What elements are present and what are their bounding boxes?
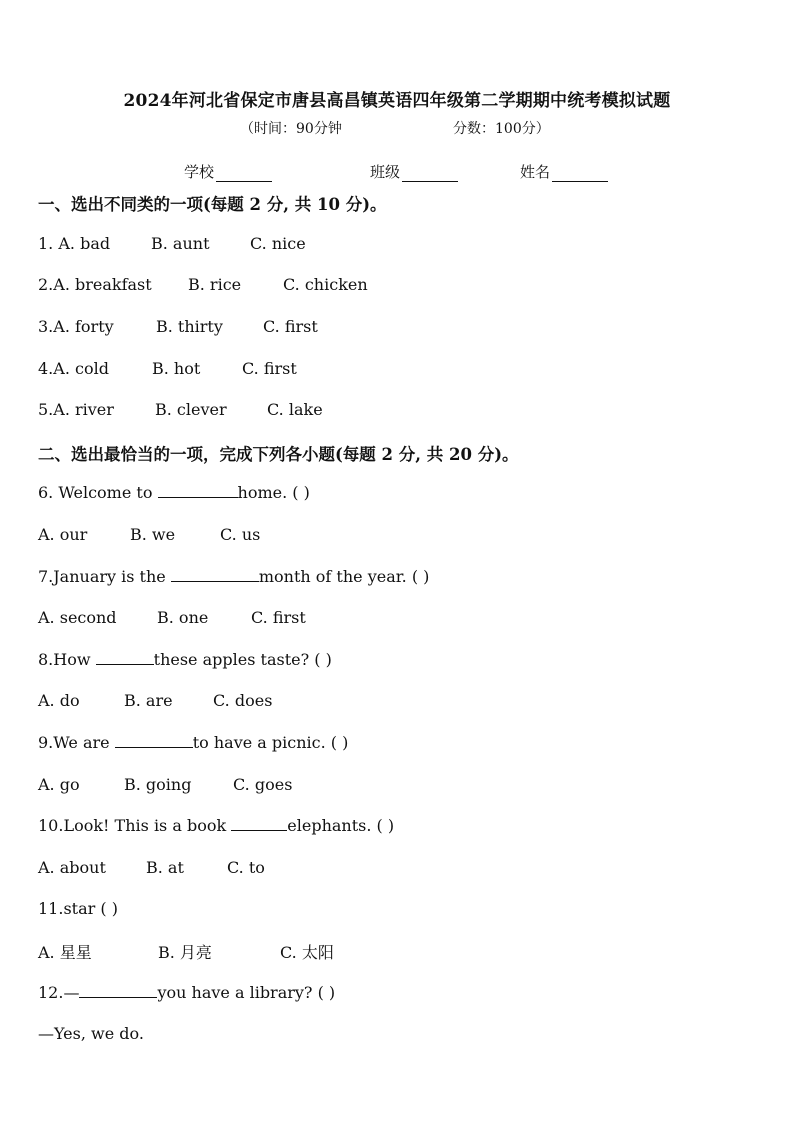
question-12-answer: —Yes, we do. [38,1024,144,1043]
question-8-b: B. are [124,691,173,710]
question-10-c: C. to [227,858,265,877]
question-2-b: B. rice [188,275,242,294]
question-6-c: C. us [220,525,261,544]
school-label: 学校 [184,163,215,181]
page-title: 2024年河北省保定市唐县高昌镇英语四年级第二学期期中统考模拟试题 [123,91,671,111]
question-7-post: month of the year. ( ) [258,567,430,586]
question-9-b: B. going [124,775,192,794]
question-5-b: B. clever [155,400,227,419]
exam-time: （时间：90分钟 [240,121,342,137]
question-7-c: C. first [251,608,306,627]
question-5-a: 5.A. river [38,400,114,419]
name-field [520,161,608,182]
question-9-pre: 9.We are [38,733,115,752]
question-4-b: B. hot [152,359,201,378]
class-field [370,161,458,182]
question-8-pre: 8.How [38,650,96,669]
question-9-stem [38,733,348,752]
class-label: 班级 [370,163,401,181]
section-2-title: 二、选出最恰当的一项，完成下列各小题(每题 2 分, 共 20 分)。 [38,445,519,464]
question-6-b: B. we [130,525,176,544]
question-10-blank [231,816,287,831]
question-6-post: home. ( ) [237,483,310,502]
class-blank [402,166,458,182]
school-field [184,161,272,182]
section-1-title: 一、选出不同类的一项(每题 2 分, 共 10 分)。 [38,195,387,214]
question-10-stem [38,816,394,835]
question-10-pre: 10.Look! This is a book [38,816,232,835]
question-9-a: A. go [38,775,80,794]
question-4-a: 4.A. cold [38,359,109,378]
question-6-blank [158,483,238,498]
question-7-a: A. second [38,608,117,627]
question-12-stem [38,983,335,1002]
question-3-a: 3.A. forty [38,317,114,336]
question-6-pre: 6. Welcome to [38,483,158,502]
question-3-c: C. first [263,317,318,336]
question-12-post: you have a library? ( ) [157,983,336,1002]
question-5-c: C. lake [267,400,323,419]
question-1-a: 1. A. bad [38,234,111,253]
question-8-a: A. do [38,691,80,710]
school-blank [216,166,272,182]
question-1-c: C. nice [250,234,306,253]
question-8-post: these apples taste? ( ) [153,650,332,669]
question-7-pre: 7.January is the [38,567,171,586]
name-label: 姓名 [520,163,551,181]
name-blank [552,166,608,182]
question-12-blank [79,983,157,998]
question-8-stem [38,650,332,669]
question-9-blank [115,733,193,748]
question-10-b: B. at [146,858,184,877]
question-11-a: A. 星星 [38,943,92,962]
question-1-b: B. aunt [151,234,210,253]
question-2-c: C. chicken [283,275,368,294]
question-10-post: elephants. ( ) [287,816,395,835]
question-12-pre: 12.— [38,983,80,1002]
question-4-c: C. first [242,359,297,378]
exam-score: 分数：100分） [453,121,550,137]
question-8-blank [96,650,154,665]
question-7-b: B. one [157,608,209,627]
question-6-stem [38,483,310,502]
question-9-post: to have a picnic. ( ) [192,733,349,752]
question-11-b: B. 月亮 [158,943,212,962]
question-11-stem: 11.star ( ) [38,899,118,918]
question-7-stem [38,567,429,586]
question-8-c: C. does [213,691,273,710]
question-3-b: B. thirty [156,317,223,336]
question-11-c: C. 太阳 [280,943,334,962]
question-2-a: 2.A. breakfast [38,275,152,294]
question-9-c: C. goes [233,775,293,794]
question-6-a: A. our [38,525,88,544]
question-7-blank [171,567,259,582]
question-10-a: A. about [38,858,106,877]
